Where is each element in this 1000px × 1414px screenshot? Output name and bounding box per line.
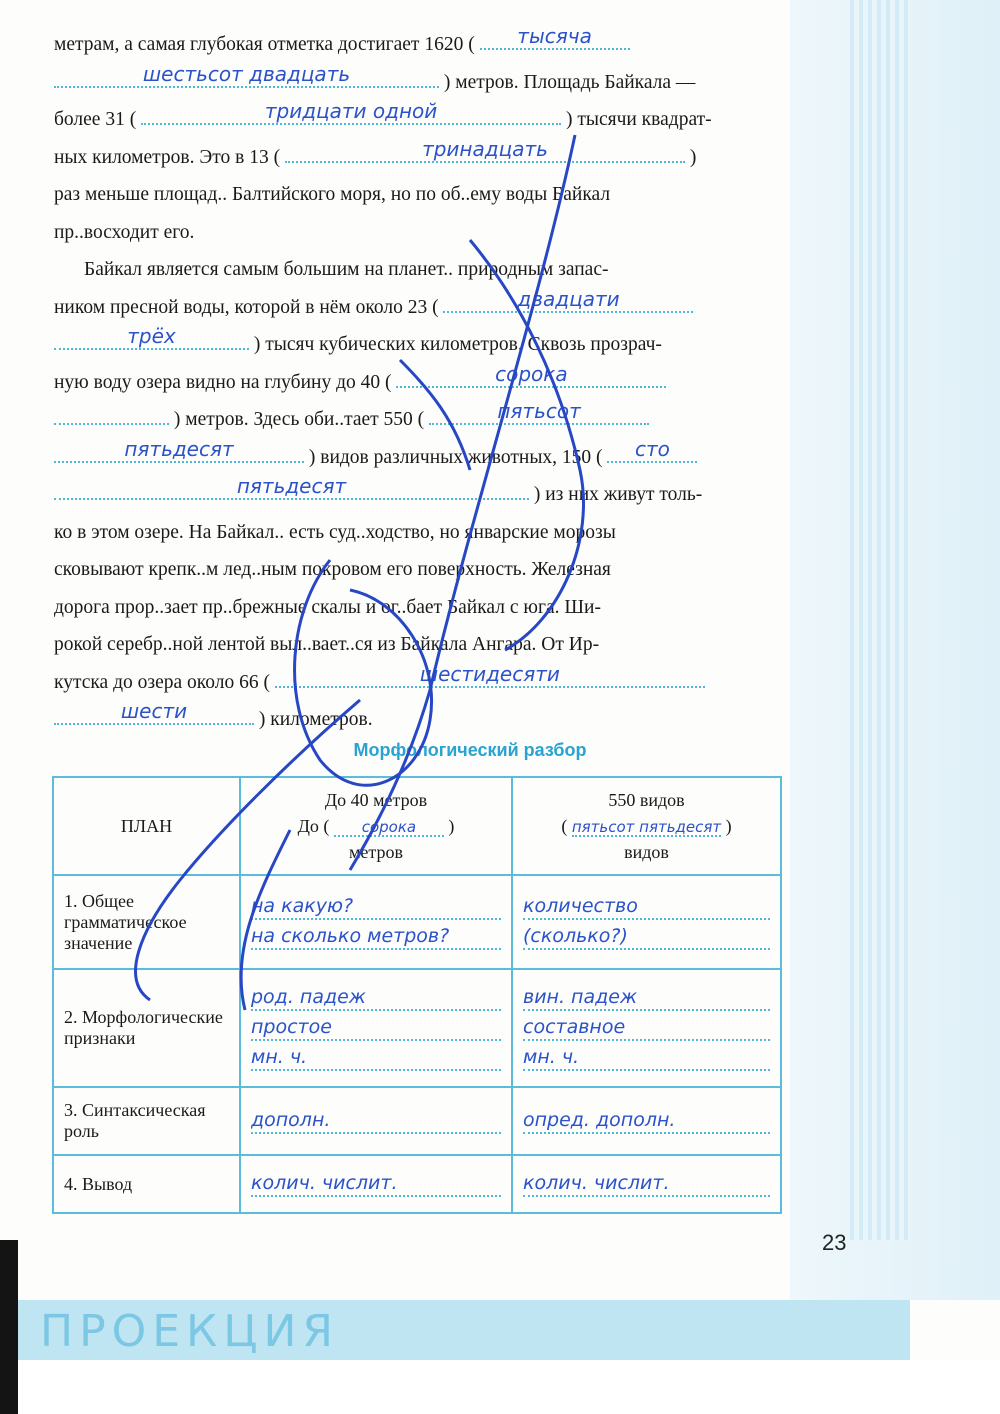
answer-blank[interactable]: пятьсот пятьдесят <box>571 818 722 836</box>
answer-cell <box>512 875 781 969</box>
row-label: 3. Синтаксическая роль <box>53 1087 240 1155</box>
answer-cell <box>240 875 512 969</box>
answer-blank[interactable]: пятьсот <box>429 403 649 425</box>
answer-cell <box>512 1155 781 1213</box>
answer-blank[interactable]: род. падеж <box>251 985 501 1011</box>
column-header: 550 видов ( пятьсот пятьдесят ) видов <box>512 777 781 875</box>
answer-blank[interactable]: количество <box>523 894 770 920</box>
answer-blank[interactable]: шестьсот двадцать <box>54 66 439 88</box>
line: дорога прор..зает пр..брежные скалы и ог..бает Байкал с юга. Ши- <box>54 596 601 618</box>
decorative-bottom-band <box>0 1300 910 1360</box>
table-header-row <box>53 777 781 875</box>
line: шестьсот двадцать ) метров. Площадь Байкала — <box>54 64 784 102</box>
answer-cell <box>240 1087 512 1155</box>
answer-cell <box>512 1087 781 1155</box>
answer-blank[interactable]: опред. дополн. <box>523 1108 770 1134</box>
scan-edge <box>0 1240 18 1414</box>
line: пятьдесят ) из них живут толь- <box>54 476 784 514</box>
answer-cell <box>512 969 781 1087</box>
line: кутска до озера около 66 ( шестидесяти <box>54 664 784 702</box>
column-header: До 40 метров До ( сорока ) метров <box>240 777 512 875</box>
answer-blank[interactable]: мн. ч. <box>523 1045 770 1071</box>
answer-blank[interactable]: колич. числит. <box>251 1171 501 1197</box>
answer-cell <box>240 1155 512 1213</box>
answer-blank[interactable]: двадцати <box>443 291 693 313</box>
answer-blank[interactable]: на сколько метров? <box>251 924 501 950</box>
answer-blank[interactable]: шестидесяти <box>275 666 705 688</box>
bottom-band-text: ПРОЕКЦИЯ <box>40 1306 339 1357</box>
exercise-text <box>54 26 784 739</box>
line: метрам, а самая глубокая отметка достигает 1620 ( тысяча <box>54 26 784 64</box>
line: раз меньше площад.. Балтийского моря, но по об..ему воды Байкал <box>54 184 611 205</box>
morphology-table <box>52 776 782 1214</box>
line: шести ) километров. <box>54 701 784 739</box>
answer-blank[interactable]: тридцати одной <box>141 103 561 125</box>
answer-blank[interactable]: колич. числит. <box>523 1171 770 1197</box>
line: ) метров. Здесь оби..тает 550 ( пятьсот <box>54 401 784 439</box>
table-row <box>53 1155 781 1213</box>
answer-blank[interactable]: простое <box>251 1015 501 1041</box>
table-row <box>53 875 781 969</box>
answer-blank[interactable]: составное <box>523 1015 770 1041</box>
answer-blank[interactable]: пятьдесят <box>54 441 304 463</box>
answer-blank[interactable]: дополн. <box>251 1108 501 1134</box>
answer-blank[interactable]: мн. ч. <box>251 1045 501 1071</box>
line: ную воду озера видно на глубину до 40 ( сорока <box>54 364 784 402</box>
answer-blank[interactable]: тринадцать <box>285 141 685 163</box>
answer-blank[interactable]: пятьдесят <box>54 478 529 500</box>
table-title: Морфологический разбор <box>353 740 587 760</box>
answer-blank[interactable] <box>54 403 169 425</box>
answer-blank[interactable]: (сколько?) <box>523 924 770 950</box>
answer-blank[interactable]: сто <box>607 441 697 463</box>
answer-blank[interactable]: сорока <box>334 819 444 837</box>
line: ником пресной воды, которой в нём около 23 ( двадцати <box>54 289 784 327</box>
answer-blank[interactable]: вин. падеж <box>523 985 770 1011</box>
line: пр..восходит его. <box>54 221 195 243</box>
row-label: 1. Общее грамматическое значение <box>53 875 240 969</box>
plan-header: ПЛАН <box>53 777 240 875</box>
answer-blank[interactable]: на какую? <box>251 894 501 920</box>
table-row <box>53 969 781 1087</box>
line: более 31 ( тридцати одной ) тысячи квадрат- <box>54 99 712 130</box>
page-margin <box>0 1360 1000 1414</box>
table-row <box>53 1087 781 1155</box>
answer-blank[interactable]: сорока <box>396 366 666 388</box>
line: сковывают крепк..м лед..ным покровом его поверхность. Железная <box>54 559 611 580</box>
line: Байкал является самым большим на планет.. природным запас- <box>84 259 609 280</box>
decorative-stripes <box>850 0 910 1240</box>
row-label: 2. Морфологические признаки <box>53 969 240 1087</box>
answer-blank[interactable]: тысяча <box>480 28 630 50</box>
page-number: 23 <box>822 1230 847 1255</box>
line: рокой серебр..ной лентой выл..вает..ся из Байкала Ангара. От Ир- <box>54 634 600 655</box>
answer-cell <box>240 969 512 1087</box>
line: ко в этом озере. На Байкал.. есть суд..ходство, но январские морозы <box>54 521 616 543</box>
line: ных километров. Это в 13 ( тринадцать ) <box>54 136 697 168</box>
line: пятьдесят ) видов различных животных, 150 ( сто <box>54 439 784 477</box>
answer-blank[interactable]: трёх <box>54 328 249 350</box>
row-label: 4. Вывод <box>53 1155 240 1213</box>
answer-blank[interactable]: шести <box>54 703 254 725</box>
line: трёх ) тысяч кубических километров. Сквозь прозрач- <box>54 326 784 364</box>
